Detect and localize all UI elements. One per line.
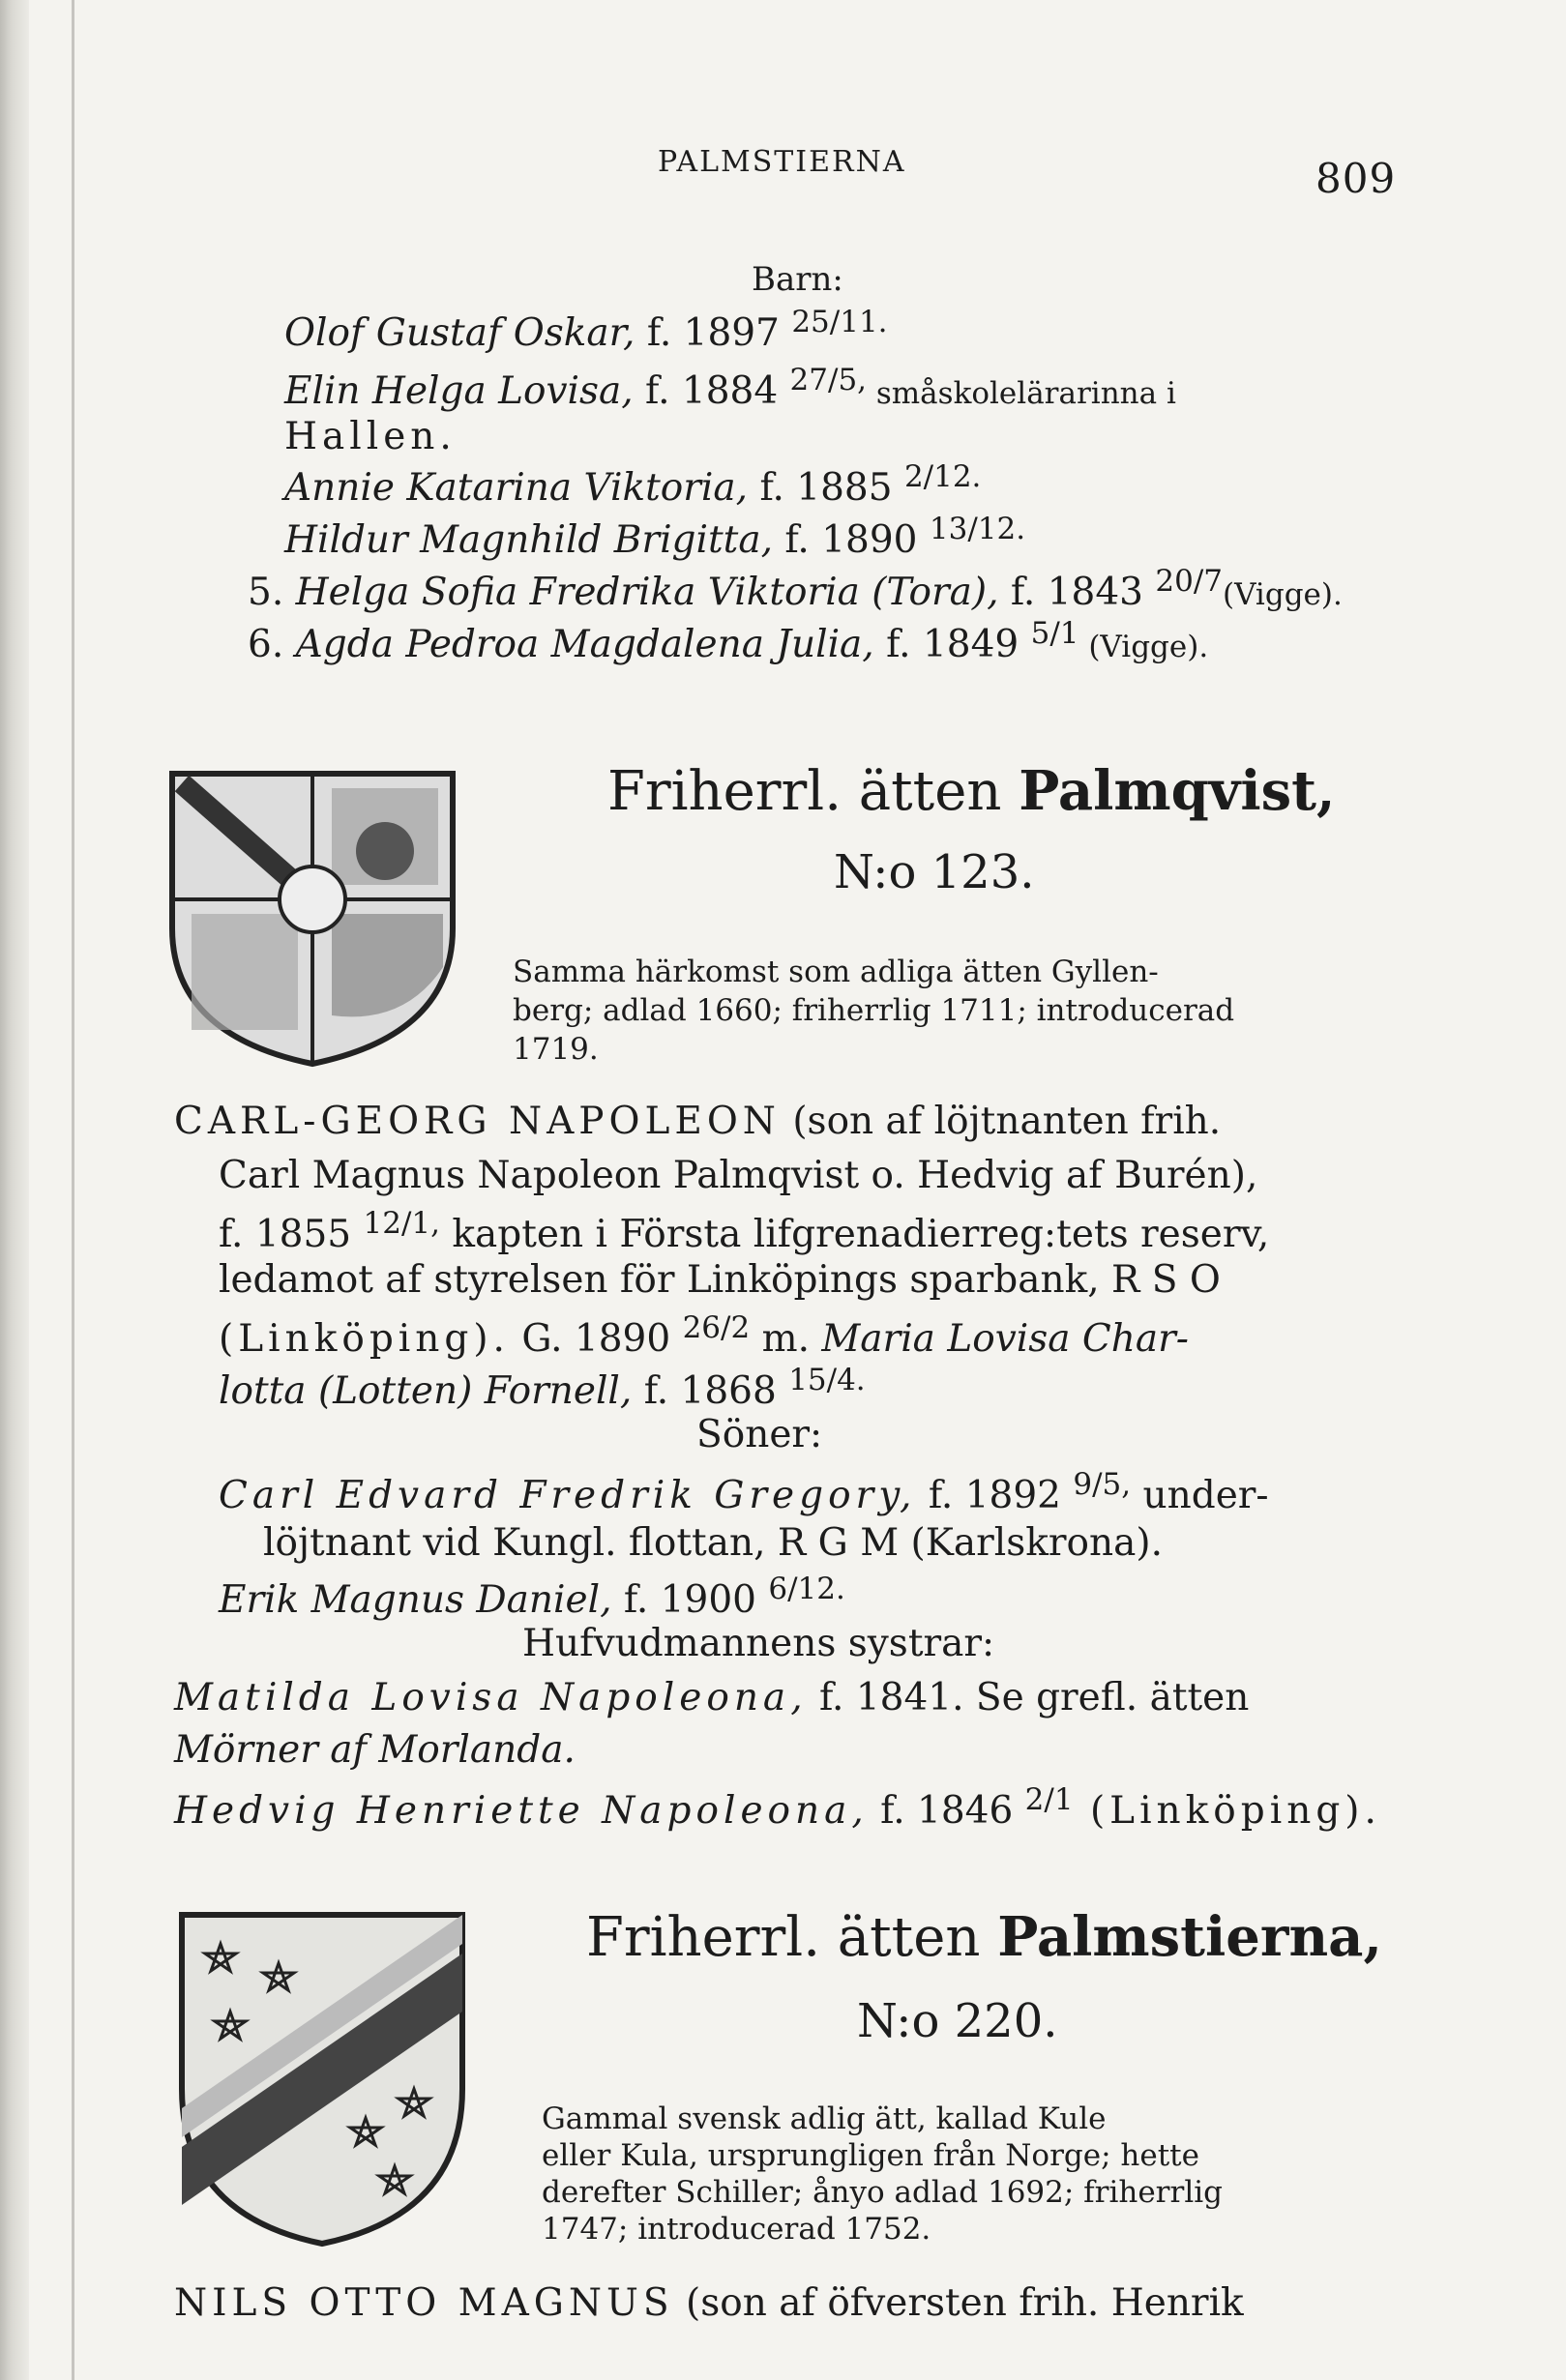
birth-year: f. 1884	[633, 369, 790, 413]
page-gutter-line	[72, 0, 74, 2380]
sister-name: Hedvig Henriette Napoleona,	[174, 1789, 869, 1833]
son-line-3	[219, 1572, 845, 1622]
marriage-date: 26/2	[682, 1310, 751, 1345]
systrar-heading: Hufvudmannens systrar:	[522, 1622, 995, 1665]
birth-year: f. 1868	[632, 1369, 789, 1413]
palmqvist-number: N:o 123.	[834, 845, 1035, 899]
child-name: Olof Gustaf Oskar,	[284, 311, 635, 355]
spouse-note: (Vigge).	[1223, 577, 1343, 612]
soner-heading: Söner:	[696, 1413, 823, 1456]
title-prefix: Friherrl. ätten	[607, 760, 1002, 823]
child-line-7	[248, 616, 1209, 666]
sister-line-3	[174, 1782, 1381, 1833]
title-prefix: Friherrl. ätten	[586, 1906, 981, 1969]
spouse-note: (Vigge).	[1078, 630, 1209, 664]
person-name: CARL-GEORG NAPOLEON	[174, 1100, 781, 1143]
birth-date: 9/5,	[1073, 1467, 1132, 1502]
palmstierna-title	[586, 1905, 1382, 1969]
child-line-3	[284, 415, 457, 458]
birth-year: f. 1900	[611, 1578, 769, 1622]
birth-year: f. 1846	[868, 1789, 1025, 1833]
son-line-2: löjtnant vid Kungl. flottan, R G M (Karlskrona).	[263, 1521, 1164, 1565]
entry-line-6	[219, 1363, 866, 1413]
place: Hallen.	[284, 415, 457, 458]
child-name: Annie Katarina Viktoria,	[284, 466, 749, 510]
marriage-word: m.	[750, 1317, 822, 1361]
list-number: 5.	[248, 571, 296, 614]
entry-line-3	[219, 1206, 1270, 1256]
son-name: Carl Edvard Fredrik Gregory,	[219, 1474, 917, 1517]
list-number: 6.	[248, 623, 296, 666]
birth-year: f. 1897	[635, 311, 792, 355]
child-line-2	[284, 363, 1176, 413]
child-line-1	[284, 305, 888, 355]
page-number: 809	[1315, 155, 1397, 202]
palmqvist-desc-1: Samma härkomst som adliga ätten Gyllen-	[513, 955, 1159, 989]
barn-heading: Barn:	[752, 260, 843, 299]
family-name: Palmqvist,	[1019, 759, 1336, 823]
birth-year: f. 1885	[748, 466, 904, 510]
palmqvist-desc-3: 1719.	[513, 1032, 599, 1067]
palmstierna-desc-2: eller Kula, ursprungligen från Norge; hette	[542, 2138, 1199, 2173]
place: (Linköping).	[219, 1317, 510, 1361]
entry-line-4: ledamot af styrelsen för Linköpings sparbank, R S O	[219, 1258, 1221, 1302]
palmstierna-coat-of-arms	[172, 1895, 482, 2253]
birth-year: f. 1849	[873, 623, 1031, 666]
palmstierna-desc-1: Gammal svensk adlig ätt, kallad Kule	[542, 2101, 1107, 2136]
birth-year: f. 1890	[772, 518, 930, 562]
occupation: småskolelärarinna i	[867, 376, 1176, 411]
birth-date: 2/1	[1024, 1782, 1074, 1817]
birth-year: f. 1841.	[807, 1676, 964, 1719]
son-line-1	[219, 1467, 1269, 1517]
reference-family: Mörner af Morlanda.	[174, 1728, 576, 1772]
spouse-name: lotta (Lotten) Fornell,	[219, 1369, 633, 1413]
sister-line-2	[174, 1728, 576, 1772]
marriage-year: G. 1890	[509, 1317, 683, 1361]
son-name: Erik Magnus Daniel,	[219, 1578, 612, 1622]
place: (Linköping).	[1073, 1789, 1381, 1833]
birth-date: 6/12.	[768, 1572, 845, 1606]
palmqvist-coat-of-arms	[163, 754, 472, 1073]
birth-date: 13/12.	[929, 512, 1026, 546]
child-line-6	[248, 564, 1343, 614]
entry-line-1	[174, 1100, 1222, 1143]
rank: kapten i Första lifgrenadierreg:tets reserv,	[439, 1213, 1270, 1256]
cross-reference: Se grefl. ätten	[963, 1676, 1250, 1719]
birth-year: f. 1843	[998, 571, 1156, 614]
palmqvist-desc-2: berg; adlad 1660; friherrlig 1711; introducerad	[513, 993, 1235, 1028]
person-name: NILS OTTO MAGNUS	[174, 2281, 674, 2325]
birth-date: 5/1	[1030, 616, 1079, 651]
birth-date: 12/1,	[363, 1206, 440, 1241]
sister-name: Matilda Lovisa Napoleona,	[174, 1676, 808, 1719]
entry-line-2: Carl Magnus Napoleon Palmqvist o. Hedvig af Burén),	[219, 1154, 1258, 1197]
entry-line-5	[219, 1310, 1189, 1361]
child-name: Helga Sofia Fredrika Viktoria (Tora),	[295, 571, 999, 614]
parentage: (son af öfversten frih. Henrik	[673, 2281, 1244, 2325]
child-name: Agda Pedroa Magdalena Julia,	[295, 623, 874, 666]
birth-year: f. 1855	[219, 1213, 364, 1256]
birth-date: 27/5,	[789, 363, 868, 397]
palmstierna-number: N:o 220.	[857, 1994, 1058, 2048]
palmqvist-title	[607, 759, 1336, 823]
sister-line-1	[174, 1676, 1250, 1719]
birth-date: 15/4.	[788, 1363, 866, 1397]
child-name: Elin Helga Lovisa,	[284, 369, 634, 413]
child-line-4	[284, 459, 982, 510]
spouse-name: Maria Lovisa Char-	[821, 1317, 1189, 1361]
child-name: Hildur Magnhild Brigitta,	[284, 518, 773, 562]
palmstierna-entry-line	[174, 2281, 1244, 2325]
birth-date: 2/12.	[903, 459, 982, 494]
birth-date: 20/7	[1155, 564, 1223, 599]
palmstierna-desc-3: derefter Schiller; ånyo adlad 1692; friherrlig	[542, 2175, 1223, 2210]
palmstierna-desc-4: 1747; introducerad 1752.	[542, 2212, 931, 2247]
birth-date: 25/11.	[791, 305, 888, 339]
family-name: Palmstierna,	[997, 1905, 1382, 1969]
parentage: (son af löjtnanten frih.	[780, 1100, 1222, 1143]
book-spine-shadow	[0, 0, 29, 2380]
child-line-5	[284, 512, 1026, 562]
birth-year: f. 1892	[916, 1474, 1074, 1517]
rank: under-	[1131, 1474, 1269, 1517]
running-head: PALMSTIERNA	[658, 145, 906, 179]
